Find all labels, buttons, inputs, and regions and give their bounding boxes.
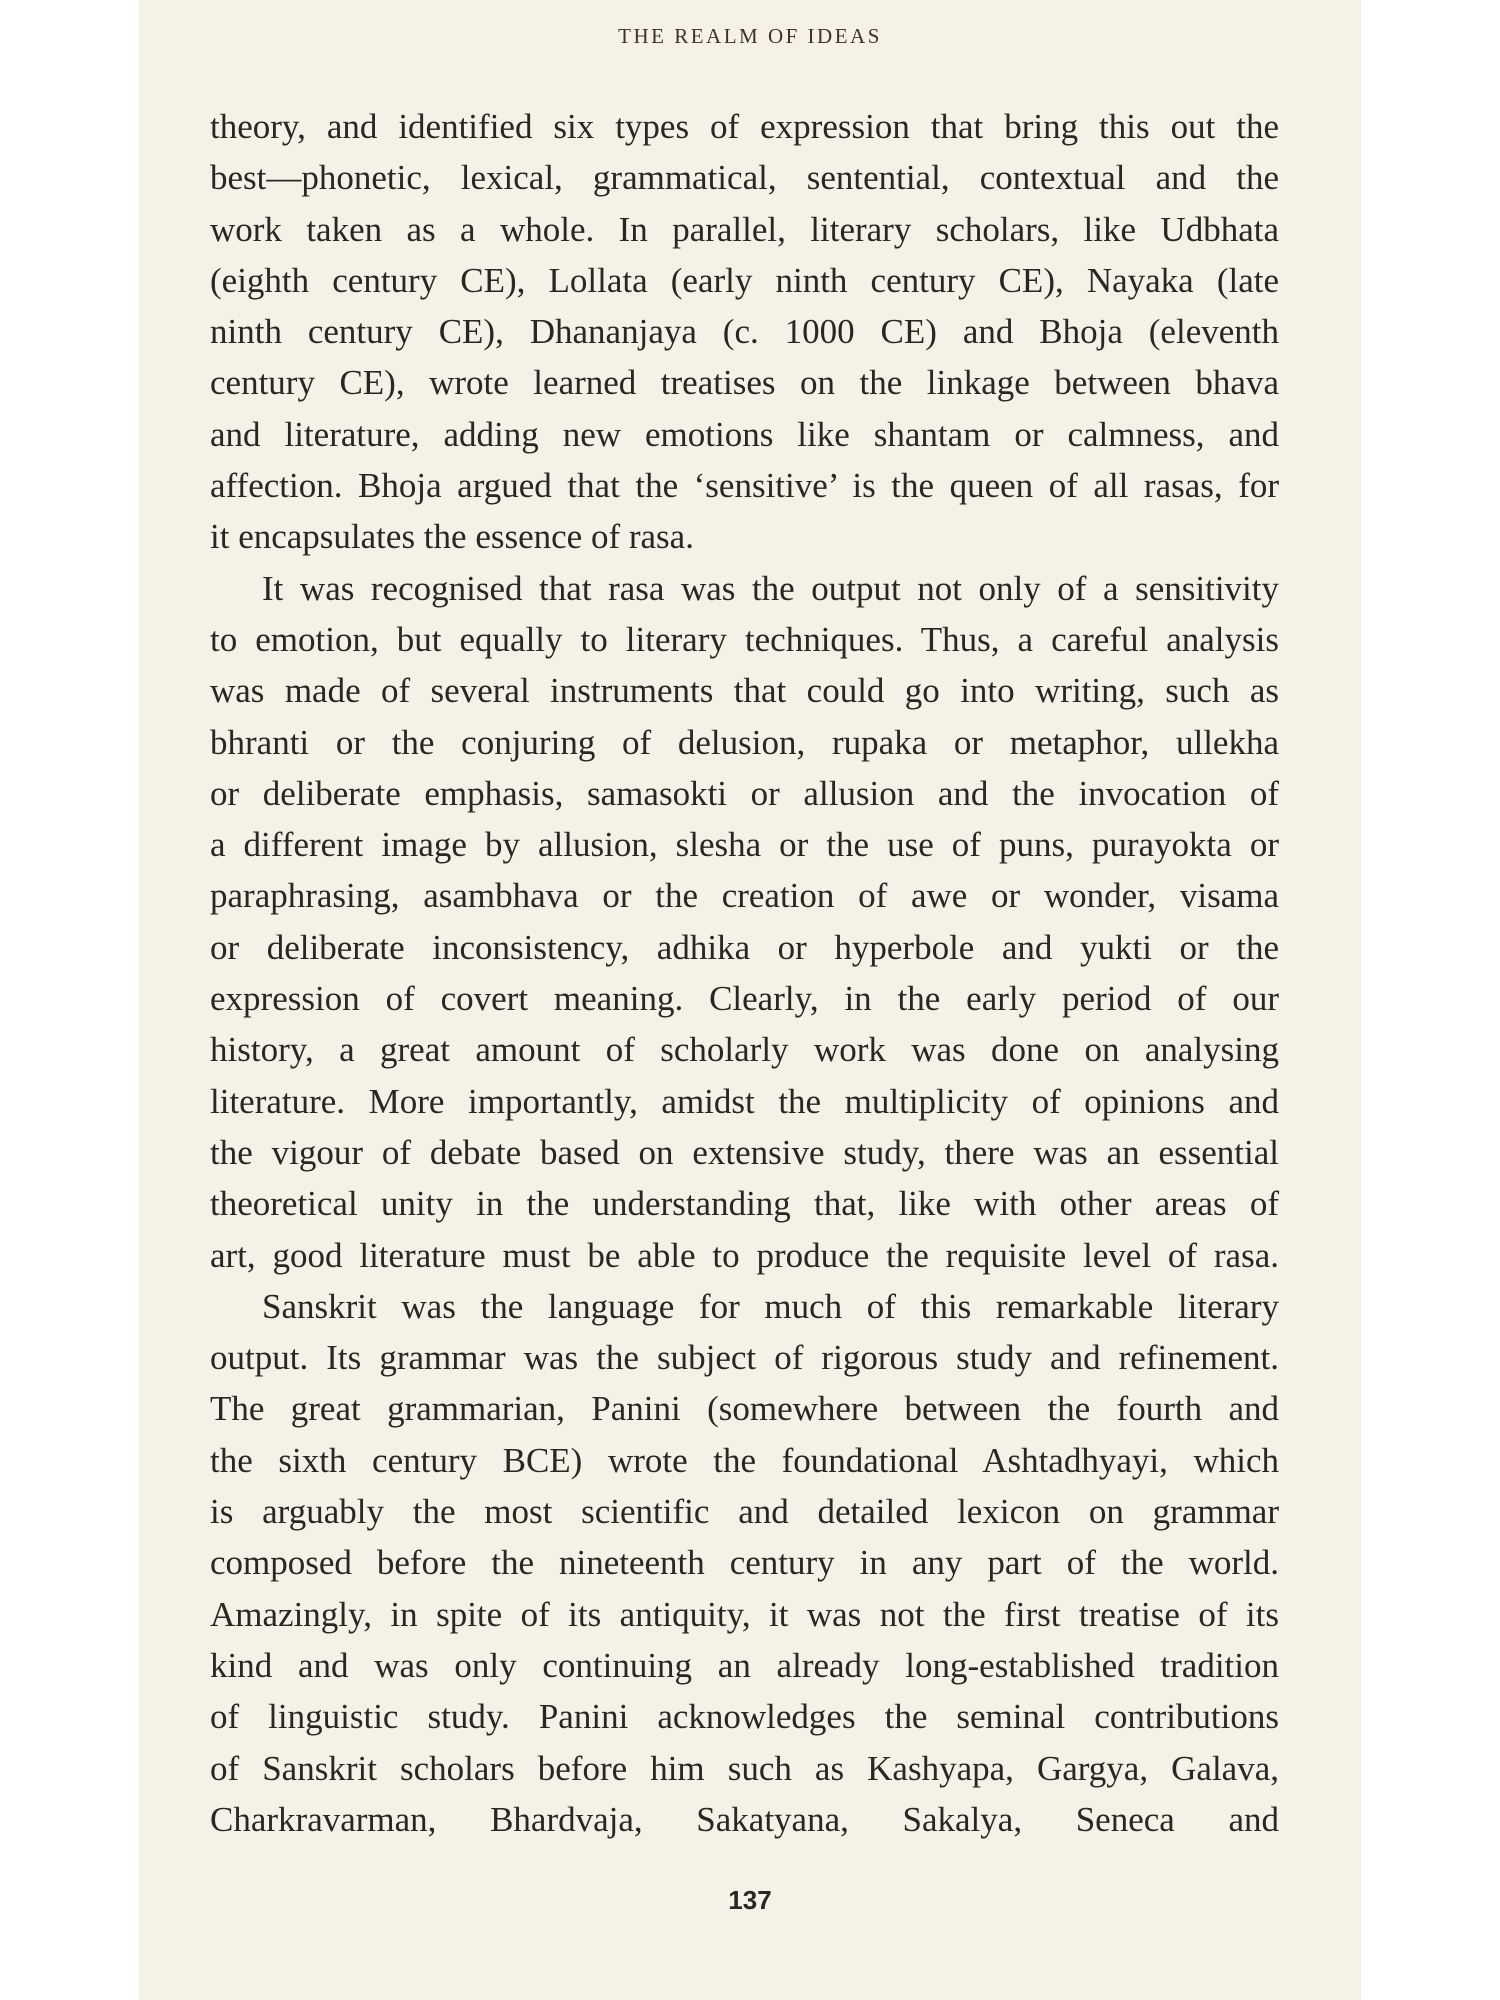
text-line: to emotion, but equally to literary techniques. Thus, a careful analysis (210, 619, 1279, 659)
text-line: kind and was only continuing an already long-established tradition (210, 1645, 1279, 1685)
text-line: affection. Bhoja argued that the ‘sensitive’ is the queen of all rasas, for (210, 466, 1279, 506)
text-line: Charkravarman, Bhardvaja, Sakatyana, Sakalya, Seneca and (210, 1799, 1279, 1839)
text-line: work taken as a whole. In parallel, literary scholars, like Udbhata (210, 209, 1279, 249)
text-line: expression of covert meaning. Clearly, in the early period of our (210, 979, 1279, 1019)
book-page (139, 0, 1361, 2000)
text-line: output. Its grammar was the subject of rigorous study and refinement. (210, 1338, 1279, 1378)
text-line: It was recognised that rasa was the output not only of a sensitivity (262, 568, 1279, 608)
text-line: Sanskrit was the language for much of this remarkable literary (262, 1286, 1279, 1326)
text-line: art, good literature must be able to produce the requisite level of rasa. (210, 1235, 1279, 1275)
text-line: theoretical unity in the understanding that, like with other areas of (210, 1184, 1279, 1224)
text-line: Amazingly, in spite of its antiquity, it was not the first treatise of its (210, 1594, 1279, 1634)
text-line: was made of several instruments that could go into writing, such as (210, 671, 1279, 711)
text-line: is arguably the most scientific and detailed lexicon on grammar (210, 1492, 1279, 1532)
text-line: it encapsulates the essence of rasa. (210, 517, 694, 557)
text-line: best—phonetic, lexical, grammatical, sentential, contextual and the (210, 158, 1279, 198)
text-line: the vigour of debate based on extensive study, there was an essential (210, 1132, 1279, 1172)
text-line: (eighth century CE), Lollata (early ninth century CE), Nayaka (late (210, 260, 1279, 300)
text-line: composed before the nineteenth century in any part of the world. (210, 1543, 1279, 1583)
text-line: of linguistic study. Panini acknowledges the seminal contributions (210, 1697, 1279, 1737)
running-head: THE REALM OF IDEAS (618, 24, 882, 48)
text-line: of Sanskrit scholars before him such as Kashyapa, Gargya, Galava, (210, 1748, 1279, 1788)
text-line: century CE), wrote learned treatises on the linkage between bhava (210, 363, 1279, 403)
body-text (210, 101, 1279, 1845)
page-number: 137 (728, 1885, 772, 1915)
text-line: and literature, adding new emotions like shantam or calmness, and (210, 414, 1279, 454)
text-line: the sixth century BCE) wrote the foundational Ashtadhyayi, which (210, 1440, 1279, 1480)
text-line: a different image by allusion, slesha or the use of puns, purayokta or (210, 825, 1279, 865)
text-line: ninth century CE), Dhananjaya (c. 1000 CE) and Bhoja (eleventh (210, 312, 1279, 352)
text-line: history, a great amount of scholarly work was done on analysing (210, 1030, 1279, 1070)
text-line: paraphrasing, asambhava or the creation of awe or wonder, visama (210, 876, 1279, 916)
text-line: theory, and identified six types of expression that bring this out the (210, 107, 1279, 146)
text-line: bhranti or the conjuring of delusion, rupaka or metaphor, ullekha (210, 722, 1279, 762)
text-line: or deliberate emphasis, samasokti or allusion and the invocation of (210, 773, 1279, 813)
text-line: The great grammarian, Panini (somewhere between the fourth and (210, 1389, 1279, 1429)
text-line: literature. More importantly, amidst the multiplicity of opinions and (210, 1081, 1279, 1121)
text-line: or deliberate inconsistency, adhika or hyperbole and yukti or the (210, 927, 1279, 967)
